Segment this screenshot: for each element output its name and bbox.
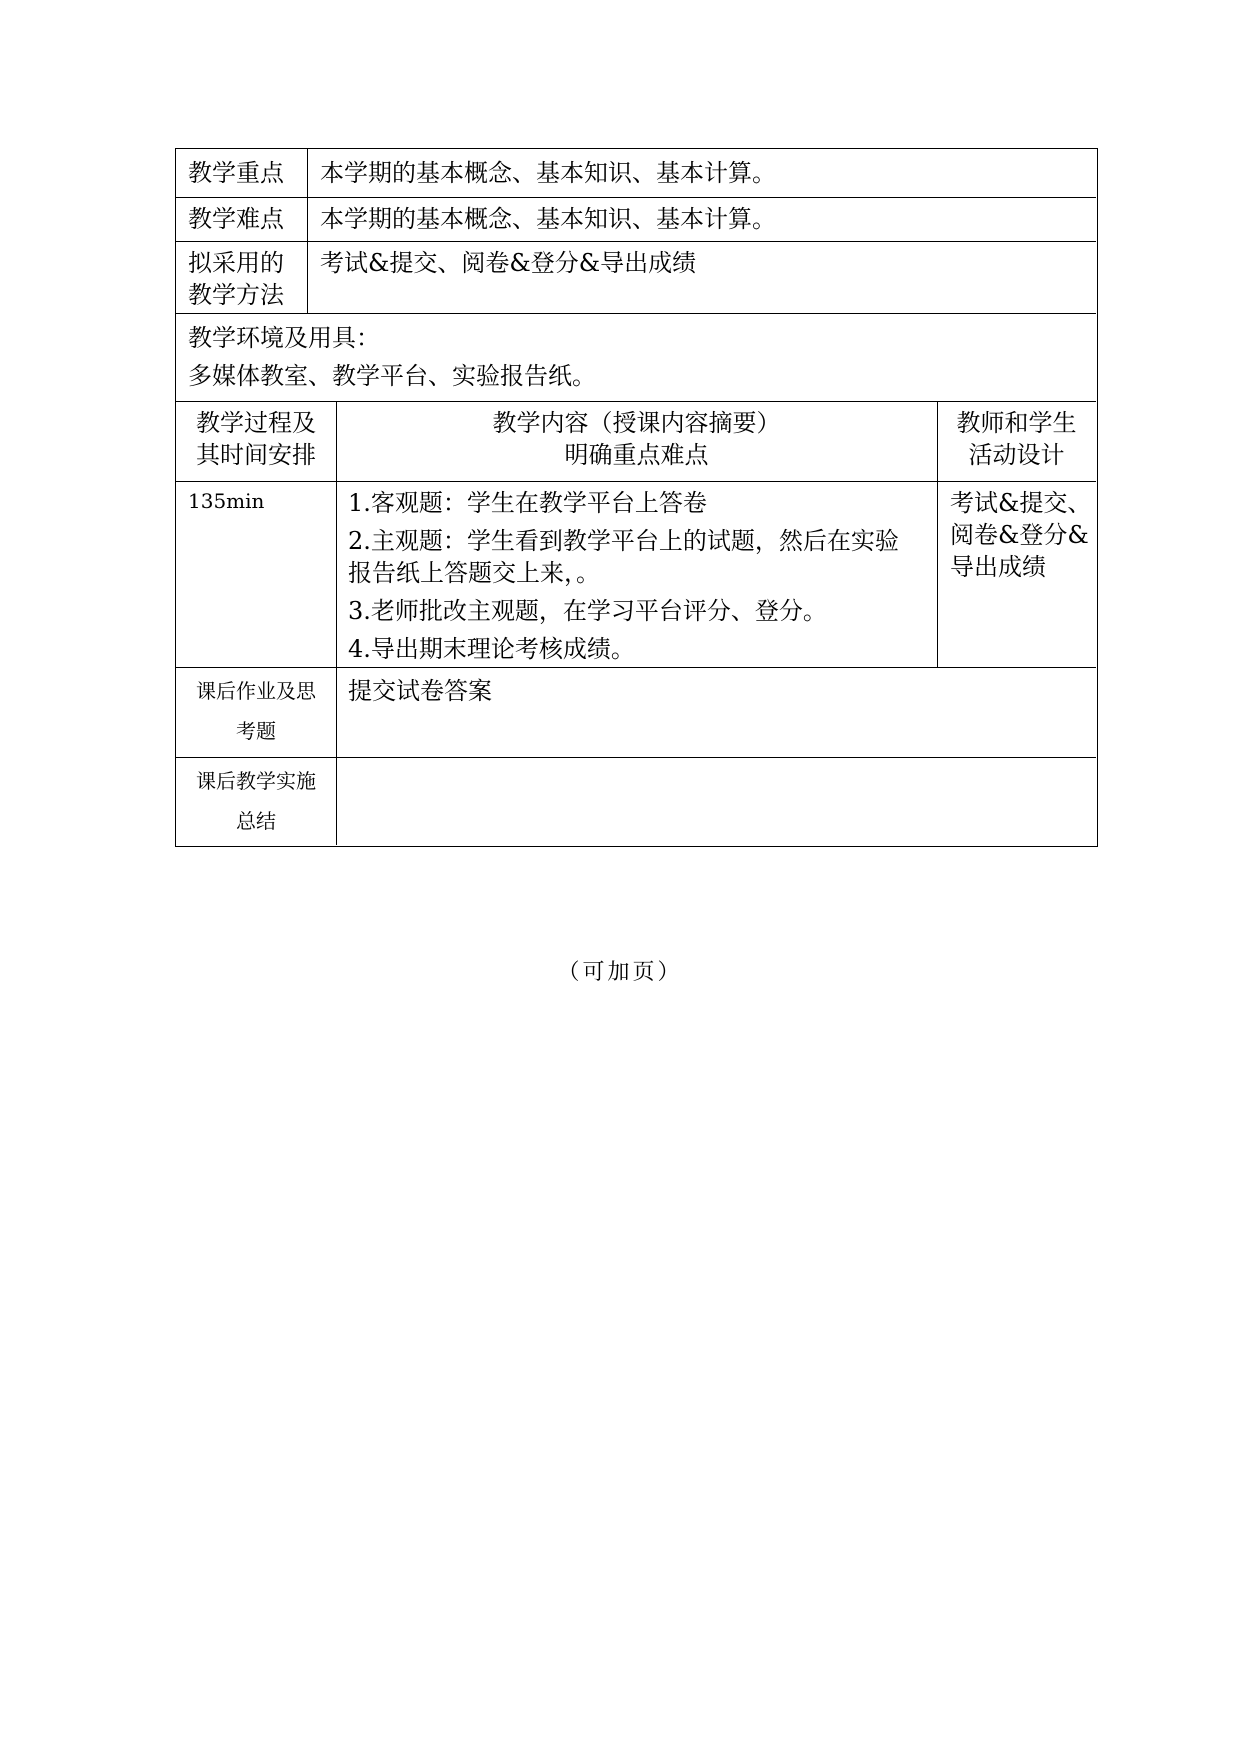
difficult-points-value: 本学期的基本概念、基本知识、基本计算。 [320, 205, 776, 233]
difficult-points-label: 教学难点 [188, 205, 284, 233]
row-divider [176, 197, 1096, 198]
content-item: 1.客观题：学生在教学平台上答卷 [348, 489, 707, 517]
activity-item: 阅卷&登分& [950, 521, 1089, 549]
environment-label: 教学环境及用具： [188, 324, 380, 352]
row-divider [176, 401, 1096, 402]
page-footer-note: （可加页） [557, 960, 683, 985]
methods-label: 拟采用的 教学方法 [188, 249, 284, 309]
homework-value: 提交试卷答案 [348, 677, 492, 705]
environment-value: 多媒体教室、教学平台、实验报告纸。 [188, 362, 596, 390]
process-time: 135min [188, 489, 265, 513]
row-divider [176, 481, 1096, 482]
content-item: 报告纸上答题交上来，。 [348, 559, 600, 587]
row-divider [176, 241, 1096, 242]
column-divider [307, 149, 308, 313]
process-time-header: 教学过程及 其时间安排 [196, 409, 316, 469]
environment-cell [188, 319, 596, 395]
key-points-value: 本学期的基本概念、基本知识、基本计算。 [320, 159, 776, 187]
homework-label: 课后作业及思 考题 [196, 679, 316, 743]
process-activity [950, 487, 1091, 583]
row-divider [176, 667, 1096, 668]
activity-item: 导出成绩 [950, 553, 1046, 581]
content-item: 4.导出期末理论考核成绩。 [348, 635, 635, 663]
key-points-label: 教学重点 [188, 159, 284, 187]
content-item: 3.老师批改主观题，在学习平台评分、登分。 [348, 597, 827, 625]
process-activity-header: 教师和学生 活动设计 [956, 409, 1077, 469]
process-content-header: 教学内容（授课内容摘要） 明确重点难点 [492, 409, 781, 469]
methods-value: 考试&提交、阅卷&登分&导出成绩 [320, 249, 697, 277]
row-divider [176, 313, 1096, 314]
summary-label: 课后教学实施 总结 [196, 769, 316, 833]
row-divider [176, 757, 1096, 758]
process-content [348, 487, 899, 665]
content-item: 2.主观题：学生看到教学平台上的试题，然后在实验 [348, 527, 899, 555]
lesson-plan-table [175, 148, 1098, 847]
activity-item: 考试&提交、 [950, 489, 1092, 517]
